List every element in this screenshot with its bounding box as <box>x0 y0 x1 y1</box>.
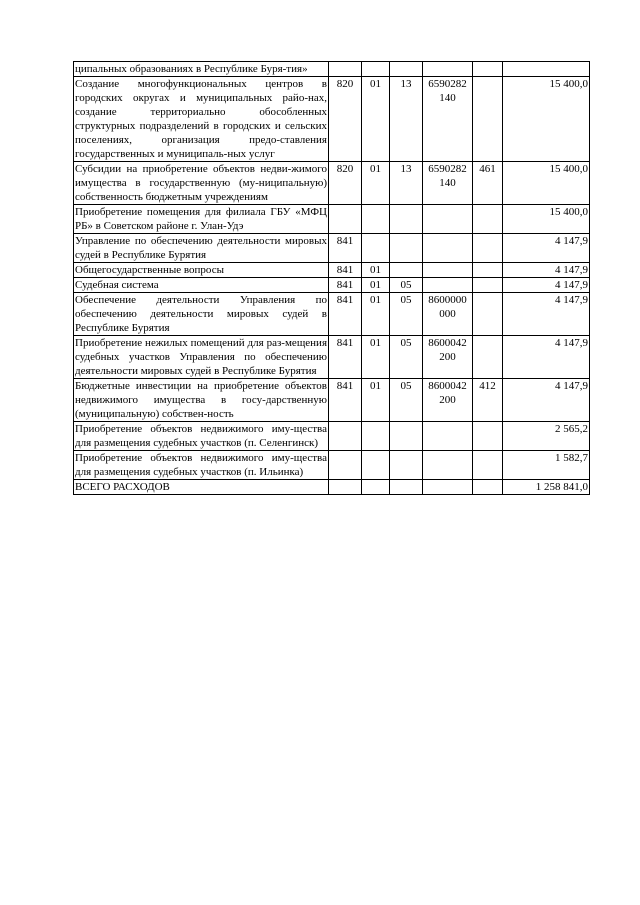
cell-target-article: 6590282 140 <box>423 77 473 162</box>
cell-admin-code: 841 <box>329 263 362 278</box>
cell-expense-type <box>473 480 503 495</box>
cell-admin-code: 841 <box>329 379 362 422</box>
cell-section: 01 <box>362 162 390 205</box>
cell-admin-code <box>329 451 362 480</box>
cell-subsection: 05 <box>390 336 423 379</box>
table-row <box>74 293 590 336</box>
cell-target-article <box>423 422 473 451</box>
cell-section: 01 <box>362 77 390 162</box>
cell-admin-code: 841 <box>329 336 362 379</box>
table-row <box>74 263 590 278</box>
cell-subsection <box>390 62 423 77</box>
cell-subsection <box>390 480 423 495</box>
cell-section <box>362 480 390 495</box>
cell-target-article <box>423 278 473 293</box>
cell-expense-type: 461 <box>473 162 503 205</box>
cell-expense-type <box>473 451 503 480</box>
budget-table <box>73 61 590 495</box>
cell-subsection: 05 <box>390 278 423 293</box>
cell-expense-type <box>473 293 503 336</box>
cell-target-article <box>423 234 473 263</box>
cell-expense-type <box>473 62 503 77</box>
cell-target-article: 8600042 200 <box>423 379 473 422</box>
cell-section <box>362 205 390 234</box>
cell-section <box>362 62 390 77</box>
table-row <box>74 62 590 77</box>
cell-admin-code: 841 <box>329 293 362 336</box>
cell-name: Приобретение объектов недвижимого иму-щества для размещения судебных участков (п. Ильинка) <box>75 452 327 478</box>
table-row <box>74 278 590 293</box>
cell-amount <box>503 62 590 77</box>
cell-target-article: 6590282 140 <box>423 162 473 205</box>
cell-name: Обеспечение деятельности Управления по обеспечению деятельности мировых судей в Республике Бурятия <box>75 294 327 334</box>
cell-amount: 2 565,2 <box>503 422 590 451</box>
table-row <box>74 422 590 451</box>
cell-subsection <box>390 205 423 234</box>
cell-name: Создание многофункциональных центров в городских округах и муниципальных райо-нах, создание территориально обособленных структурных подразделений в городских и сельских поселениях, организация предо-ставления государственных и муниципаль-ных услуг <box>75 78 327 160</box>
cell-name: ВСЕГО РАСХОДОВ <box>74 480 329 495</box>
cell-section: 01 <box>362 379 390 422</box>
cell-amount: 1 582,7 <box>503 451 590 480</box>
cell-admin-code <box>329 205 362 234</box>
cell-target-article: 8600042 200 <box>423 336 473 379</box>
table-row <box>74 379 590 422</box>
cell-subsection <box>390 263 423 278</box>
cell-admin-code: 820 <box>329 77 362 162</box>
cell-amount: 4 147,9 <box>503 293 590 336</box>
cell-subsection <box>390 451 423 480</box>
cell-expense-type: 412 <box>473 379 503 422</box>
table-row <box>74 234 590 263</box>
cell-subsection: 13 <box>390 162 423 205</box>
cell-admin-code <box>329 480 362 495</box>
cell-name: Приобретение нежилых помещений для раз-мещения судебных участков Управления по обеспечению деятельности мировых судей в Республике Бурятия <box>75 337 327 377</box>
cell-name: Общегосударственные вопросы <box>74 263 329 278</box>
cell-name: Бюджетные инвестиции на приобретение объектов недвижимого имущества в госу-дарственную (муниципальную) собствен-ность <box>75 380 327 420</box>
cell-section <box>362 422 390 451</box>
table-body <box>74 62 590 495</box>
cell-admin-code: 820 <box>329 162 362 205</box>
cell-target-article <box>423 205 473 234</box>
cell-subsection: 05 <box>390 293 423 336</box>
cell-expense-type <box>473 422 503 451</box>
cell-section: 01 <box>362 336 390 379</box>
cell-admin-code <box>329 62 362 77</box>
cell-section <box>362 234 390 263</box>
cell-section <box>362 451 390 480</box>
cell-expense-type <box>473 205 503 234</box>
cell-target-article <box>423 451 473 480</box>
cell-expense-type <box>473 77 503 162</box>
cell-amount: 4 147,9 <box>503 379 590 422</box>
cell-admin-code <box>329 422 362 451</box>
cell-expense-type <box>473 263 503 278</box>
cell-expense-type <box>473 278 503 293</box>
cell-amount: 15 400,0 <box>503 77 590 162</box>
cell-subsection <box>390 422 423 451</box>
cell-section: 01 <box>362 293 390 336</box>
cell-expense-type <box>473 336 503 379</box>
cell-name: Субсидии на приобретение объектов недви-жимого имущества в государственную (му-ниципальную) собственность бюджетным учреждениям <box>75 163 327 203</box>
cell-section: 01 <box>362 278 390 293</box>
table-row <box>74 77 590 162</box>
cell-name: Судебная система <box>74 278 329 293</box>
cell-expense-type <box>473 234 503 263</box>
cell-name: Приобретение объектов недвижимого иму-щества для размещения судебных участков (п. Селенгинск) <box>75 423 327 449</box>
cell-admin-code: 841 <box>329 278 362 293</box>
cell-amount: 4 147,9 <box>503 234 590 263</box>
cell-amount: 4 147,9 <box>503 278 590 293</box>
cell-name: Приобретение помещения для филиала ГБУ «МФЦ РБ» в Советском районе г. Улан-Удэ <box>75 206 327 232</box>
cell-amount: 15 400,0 <box>503 162 590 205</box>
cell-target-article <box>423 263 473 278</box>
cell-admin-code: 841 <box>329 234 362 263</box>
cell-amount: 4 147,9 <box>503 336 590 379</box>
cell-target-article <box>423 480 473 495</box>
cell-amount: 15 400,0 <box>503 205 590 234</box>
cell-name: ципальных образованиях в Республике Буря-тия» <box>74 62 329 77</box>
cell-name: Управление по обеспечению деятельности мировых судей в Республике Бурятия <box>75 235 327 261</box>
cell-target-article <box>423 62 473 77</box>
cell-subsection: 05 <box>390 379 423 422</box>
cell-subsection: 13 <box>390 77 423 162</box>
cell-subsection <box>390 234 423 263</box>
table-row <box>74 451 590 480</box>
cell-target-article: 8600000 000 <box>423 293 473 336</box>
table-row <box>74 162 590 205</box>
table-row <box>74 205 590 234</box>
table-row <box>74 480 590 495</box>
cell-section: 01 <box>362 263 390 278</box>
cell-amount: 1 258 841,0 <box>503 480 590 495</box>
table-row <box>74 336 590 379</box>
cell-amount: 4 147,9 <box>503 263 590 278</box>
